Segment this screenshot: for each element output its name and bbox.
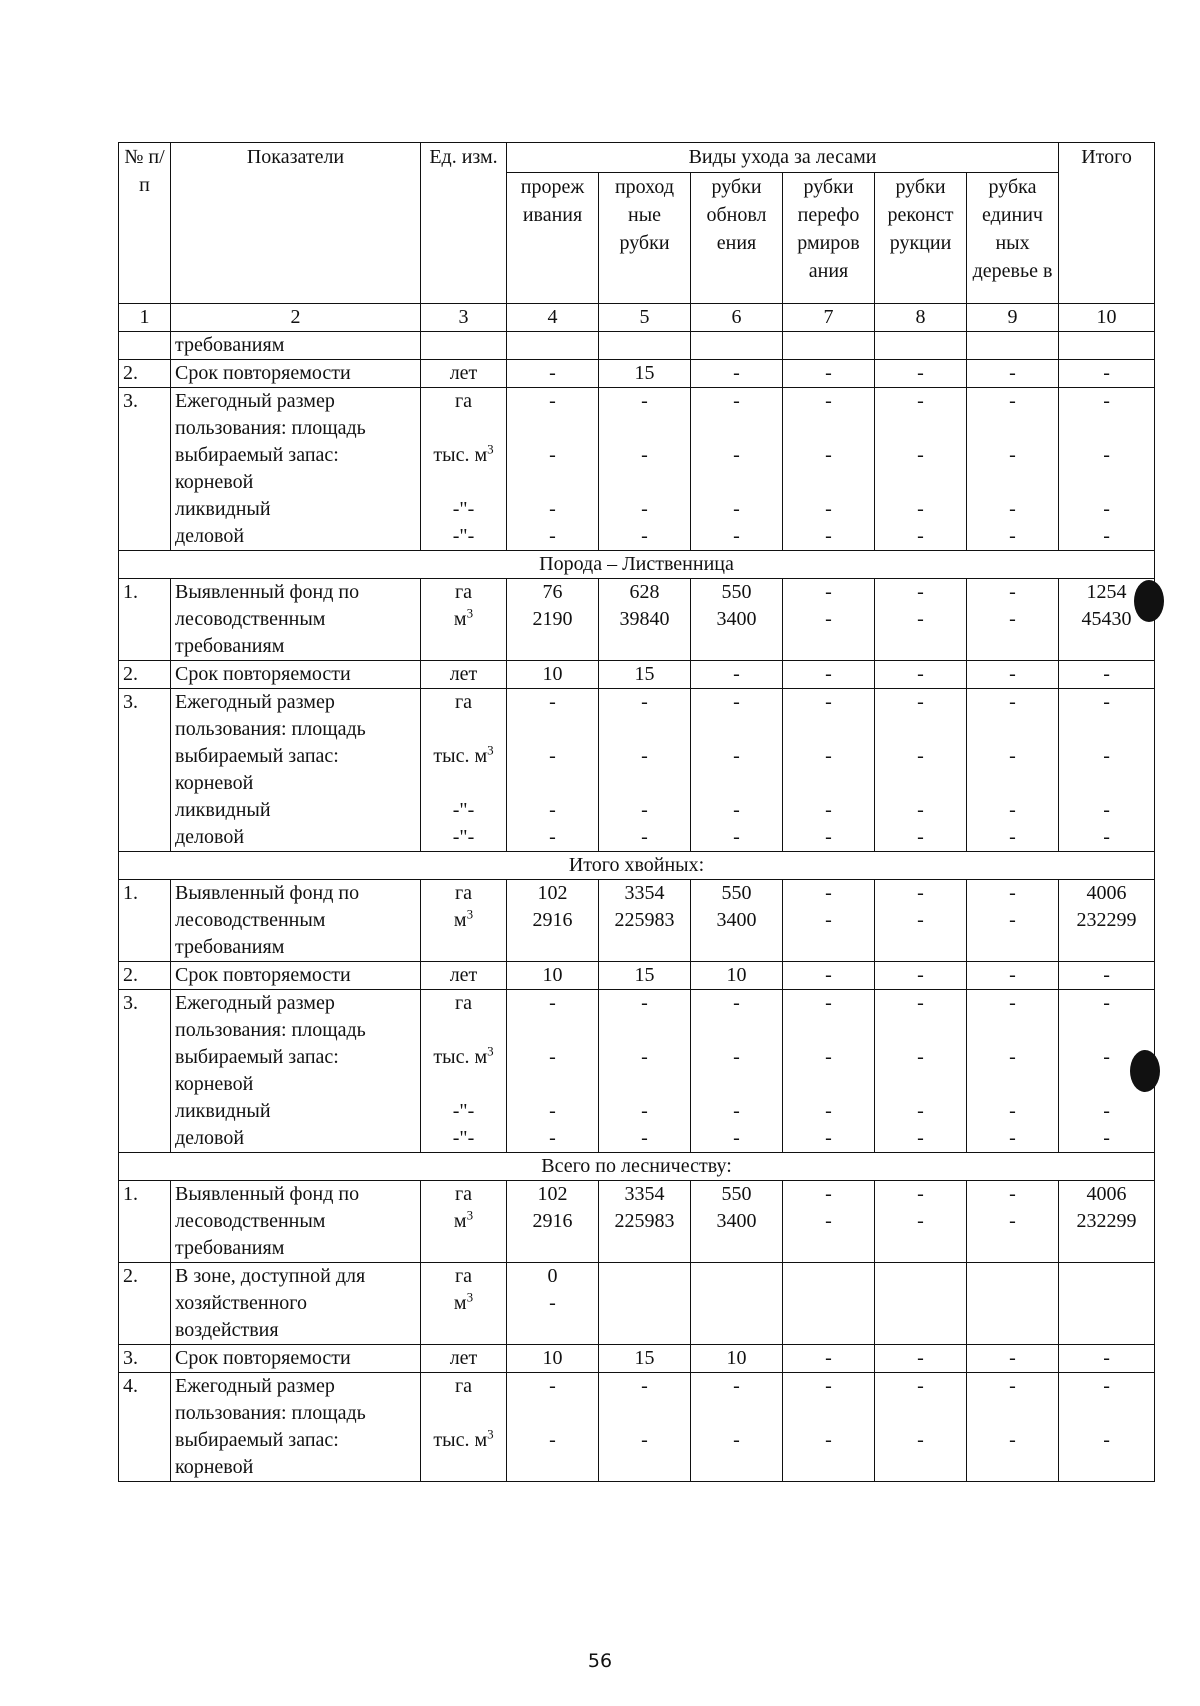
value-cell: 550 3400	[691, 880, 783, 962]
value-cell: -	[967, 1345, 1059, 1373]
page-number: 56	[587, 1650, 613, 1672]
row-unit: лет	[421, 360, 507, 388]
row-number: 3.	[119, 388, 171, 551]
row-unit: лет	[421, 962, 507, 990]
value-cell: - - - -	[967, 388, 1059, 551]
column-number: 4	[507, 304, 599, 332]
value-cell: - -	[875, 579, 967, 661]
row-number: 1.	[119, 1181, 171, 1263]
row-unit: га $м^3$	[421, 880, 507, 962]
section-title: Всего по лесничеству:	[119, 1153, 1155, 1181]
value-cell: - -	[783, 1181, 875, 1263]
row-unit: га $м^3$	[421, 1263, 507, 1345]
table-cell	[1059, 332, 1155, 360]
value-cell: - -	[967, 1373, 1059, 1482]
row-label: Ежегодный размер пользования: площадь выбираемый запас: корневой ликвидный деловой	[171, 689, 421, 852]
care-types-header: Виды ухода за лесами	[507, 143, 1059, 173]
row-label: Срок повторяемости	[171, 1345, 421, 1373]
row-label: Срок повторяемости	[171, 360, 421, 388]
row-number: 2.	[119, 962, 171, 990]
value-cell: 10	[507, 661, 599, 689]
value-cell: 628 39840	[599, 579, 691, 661]
value-cell	[875, 1263, 967, 1345]
value-cell: - - - -	[967, 689, 1059, 852]
col-total-header: Итого	[1059, 143, 1155, 304]
value-cell: -	[875, 360, 967, 388]
value-cell: 1254 45430	[1059, 579, 1155, 661]
table-cell	[119, 332, 171, 360]
row-label: Ежегодный размер пользования: площадь выбираемый запас: корневой ликвидный деловой	[171, 990, 421, 1153]
value-cell: - -	[967, 1181, 1059, 1263]
value-cell: - - - -	[691, 689, 783, 852]
value-cell: -	[783, 360, 875, 388]
value-cell: - - - -	[875, 990, 967, 1153]
row-number: 2.	[119, 661, 171, 689]
value-cell	[691, 1263, 783, 1345]
value-cell: -	[691, 360, 783, 388]
value-cell: 10	[691, 962, 783, 990]
value-cell: - - - -	[599, 990, 691, 1153]
value-cell: -	[967, 661, 1059, 689]
value-cell	[783, 1263, 875, 1345]
table-row	[119, 360, 1155, 388]
row-number: 4.	[119, 1373, 171, 1482]
care-type-header: рубки обновл ения	[691, 173, 783, 304]
value-cell: - - - -	[875, 689, 967, 852]
value-cell: - - - -	[691, 990, 783, 1153]
table-cell	[875, 332, 967, 360]
value-cell: -	[1059, 962, 1155, 990]
care-type-header: рубка единич ных деревье в	[967, 173, 1059, 304]
table-cell	[421, 332, 507, 360]
table-cell	[783, 332, 875, 360]
row-unit: лет	[421, 1345, 507, 1373]
value-cell: - -	[783, 579, 875, 661]
row-number: 3.	[119, 689, 171, 852]
value-cell: 102 2916	[507, 880, 599, 962]
column-number: 5	[599, 304, 691, 332]
value-cell: 15	[599, 962, 691, 990]
ink-blot	[1134, 580, 1164, 622]
column-number: 6	[691, 304, 783, 332]
column-number: 3	[421, 304, 507, 332]
value-cell: - -	[967, 579, 1059, 661]
value-cell: - - - -	[1059, 388, 1155, 551]
table-cell	[967, 332, 1059, 360]
row-label: Срок повторяемости	[171, 661, 421, 689]
value-cell: - - - -	[875, 388, 967, 551]
value-cell: -	[875, 1345, 967, 1373]
table-row	[119, 962, 1155, 990]
care-type-header: прореж ивания	[507, 173, 599, 304]
value-cell: 4006 232299	[1059, 1181, 1155, 1263]
row-label: Выявленный фонд по лесоводственным требованиям	[171, 1181, 421, 1263]
value-cell: - - - -	[1059, 689, 1155, 852]
table-row	[119, 661, 1155, 689]
value-cell: - - - -	[507, 388, 599, 551]
value-cell: - - - -	[1059, 990, 1155, 1153]
column-number: 1	[119, 304, 171, 332]
row-label: Выявленный фонд по лесоводственным требованиям	[171, 880, 421, 962]
value-cell: -	[507, 360, 599, 388]
col-indicator-header: Показатели	[171, 143, 421, 304]
value-cell: -	[875, 661, 967, 689]
value-cell: - -	[599, 1373, 691, 1482]
value-cell: 3354 225983	[599, 1181, 691, 1263]
row-number: 2.	[119, 360, 171, 388]
row-label: Ежегодный размер пользования: площадь выбираемый запас: корневой ликвидный деловой	[171, 388, 421, 551]
row-unit: лет	[421, 661, 507, 689]
value-cell: - - - -	[967, 990, 1059, 1153]
column-number: 8	[875, 304, 967, 332]
row-unit: га тыс. $м^3$ -"- -"-	[421, 388, 507, 551]
row-number: 3.	[119, 1345, 171, 1373]
value-cell: - - - -	[691, 388, 783, 551]
value-cell: - -	[507, 1373, 599, 1482]
value-cell: 76 2190	[507, 579, 599, 661]
value-cell: 10	[507, 1345, 599, 1373]
table-row	[119, 1373, 1155, 1482]
value-cell: 10	[507, 962, 599, 990]
care-type-header: проход ные рубки	[599, 173, 691, 304]
value-cell: - -	[783, 880, 875, 962]
column-number: 7	[783, 304, 875, 332]
value-cell: 15	[599, 1345, 691, 1373]
row-unit: га $м^3$	[421, 579, 507, 661]
value-cell: 550 3400	[691, 579, 783, 661]
table-row	[119, 388, 1155, 551]
care-type-header: рубки перефо рмиров ания	[783, 173, 875, 304]
value-cell	[599, 1263, 691, 1345]
column-number: 9	[967, 304, 1059, 332]
column-number: 2	[171, 304, 421, 332]
value-cell: -	[967, 360, 1059, 388]
care-type-header: рубки реконст рукции	[875, 173, 967, 304]
value-cell: - - - -	[783, 689, 875, 852]
row-unit: га тыс. $м^3$	[421, 1373, 507, 1482]
value-cell: 102 2916	[507, 1181, 599, 1263]
table-cell	[507, 332, 599, 360]
table-cell	[691, 332, 783, 360]
table-row	[119, 579, 1155, 661]
value-cell: -	[1059, 1345, 1155, 1373]
value-cell: -	[875, 962, 967, 990]
table-row	[119, 990, 1155, 1153]
table-cell	[599, 332, 691, 360]
value-cell	[967, 1263, 1059, 1345]
value-cell: 550 3400	[691, 1181, 783, 1263]
table-row	[119, 1345, 1155, 1373]
value-cell: - -	[1059, 1373, 1155, 1482]
value-cell: 3354 225983	[599, 880, 691, 962]
value-cell: -	[967, 962, 1059, 990]
section-title: Итого хвойных:	[119, 852, 1155, 880]
value-cell: -	[783, 962, 875, 990]
row-number: 1.	[119, 880, 171, 962]
value-cell: -	[1059, 661, 1155, 689]
row-unit: га $м^3$	[421, 1181, 507, 1263]
value-cell: - - - -	[507, 990, 599, 1153]
row-label: Ежегодный размер пользования: площадь выбираемый запас: корневой	[171, 1373, 421, 1482]
row-number: 1.	[119, 579, 171, 661]
row-label: Срок повторяемости	[171, 962, 421, 990]
value-cell: 10	[691, 1345, 783, 1373]
value-cell: - - - -	[599, 689, 691, 852]
value-cell	[1059, 1263, 1155, 1345]
value-cell: 4006 232299	[1059, 880, 1155, 962]
value-cell: - - - -	[783, 388, 875, 551]
row-number: 2.	[119, 1263, 171, 1345]
col-unit-header: Ед. изм.	[421, 143, 507, 304]
value-cell: - -	[691, 1373, 783, 1482]
continued-label: требованиям	[171, 332, 421, 360]
value-cell: - -	[875, 880, 967, 962]
value-cell: - -	[875, 1181, 967, 1263]
value-cell: -	[1059, 360, 1155, 388]
value-cell: - - - -	[599, 388, 691, 551]
section-title: Порода – Лиственница	[119, 551, 1155, 579]
table-row	[119, 1181, 1155, 1263]
row-unit: га тыс. $м^3$ -"- -"-	[421, 990, 507, 1153]
value-cell: -	[783, 661, 875, 689]
value-cell: -	[783, 1345, 875, 1373]
row-label: Выявленный фонд по лесоводственным требованиям	[171, 579, 421, 661]
table-row	[119, 880, 1155, 962]
value-cell: - -	[967, 880, 1059, 962]
table-row	[119, 689, 1155, 852]
value-cell: - - - -	[507, 689, 599, 852]
value-cell: 15	[599, 661, 691, 689]
value-cell: 0 -	[507, 1263, 599, 1345]
value-cell: 15	[599, 360, 691, 388]
value-cell: - - - -	[783, 990, 875, 1153]
value-cell: -	[691, 661, 783, 689]
value-cell: - -	[875, 1373, 967, 1482]
ink-blot	[1130, 1050, 1160, 1092]
row-number: 3.	[119, 990, 171, 1153]
column-number: 10	[1059, 304, 1155, 332]
row-label: В зоне, доступной для хозяйственного воздействия	[171, 1263, 421, 1345]
row-unit: га тыс. $м^3$ -"- -"-	[421, 689, 507, 852]
col-no-header: № п/п	[119, 143, 171, 304]
value-cell: - -	[783, 1373, 875, 1482]
forest-care-table	[118, 142, 1155, 1482]
table-row	[119, 1263, 1155, 1345]
